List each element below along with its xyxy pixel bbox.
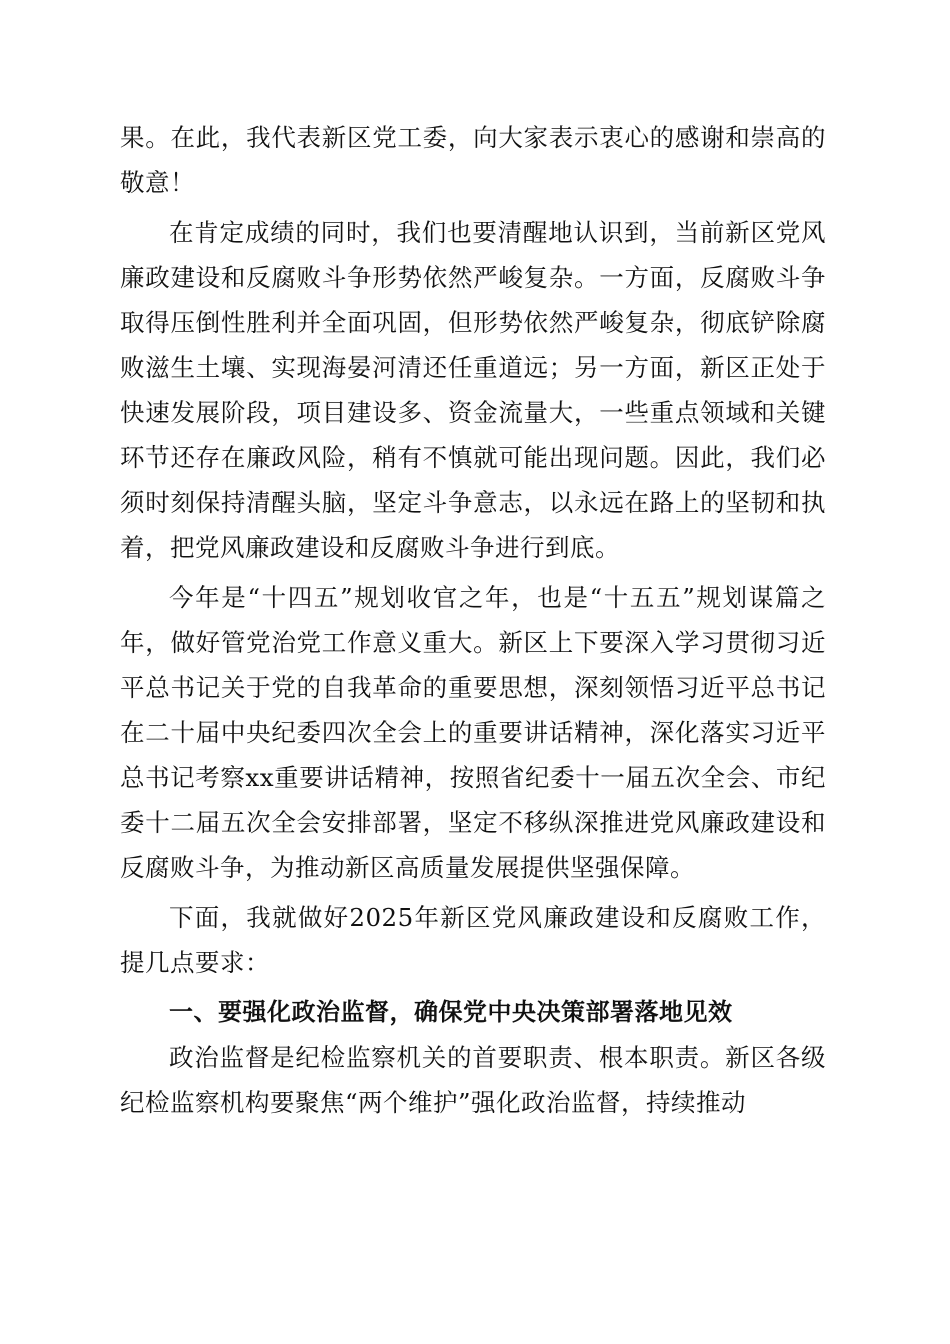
section-heading-1: 一、要强化政治监督，确保党中央决策部署落地见效	[169, 998, 733, 1026]
paragraph-continuation: 果。在此，我代表新区党工委，向大家表示衷心的感谢和崇高的敬意！	[120, 123, 826, 197]
paragraph-requirements-intro: 下面，我就做好2025年新区党风廉政建设和反腐败工作，提几点要求：	[120, 903, 826, 977]
document-page	[120, 115, 826, 1125]
paragraph-this-year: 今年是“十四五”规划收官之年，也是“十五五”规划谋篇之年，做好管党治党工作意义重大。新区上下要深入学习贯彻习近平总书记关于党的自我革命的重要思想，深刻领悟习近平总书记在二十届中央纪委四次全会上的重要讲话精神，深化落实习近平总书记考察xx重要讲话精神，按照省纪委十一届五次全会、市纪委十二届五次全会安排部署，坚定不移纵深推进党风廉政建设和反腐败斗争，为推动新区高质量发展提供坚强保障。	[120, 583, 826, 882]
paragraph-political-supervision: 政治监督是纪检监察机关的首要职责、根本职责。新区各级纪检监察机构要聚焦“两个维护”强化政治监督，持续推动	[120, 1043, 826, 1117]
paragraph-situation: 在肯定成绩的同时，我们也要清醒地认识到，当前新区党风廉政建设和反腐败斗争形势依然严峻复杂。一方面，反腐败斗争取得压倒性胜利并全面巩固，但形势依然严峻复杂，彻底铲除腐败滋生土壤、实现海晏河清还任重道远；另一方面，新区正处于快速发展阶段，项目建设多、资金流量大，一些重点领域和关键环节还存在廉政风险，稍有不慎就可能出现问题。因此，我们必须时刻保持清醒头脑，坚定斗争意志，以永远在路上的坚韧和执着，把党风廉政建设和反腐败斗争进行到底。	[120, 218, 826, 562]
